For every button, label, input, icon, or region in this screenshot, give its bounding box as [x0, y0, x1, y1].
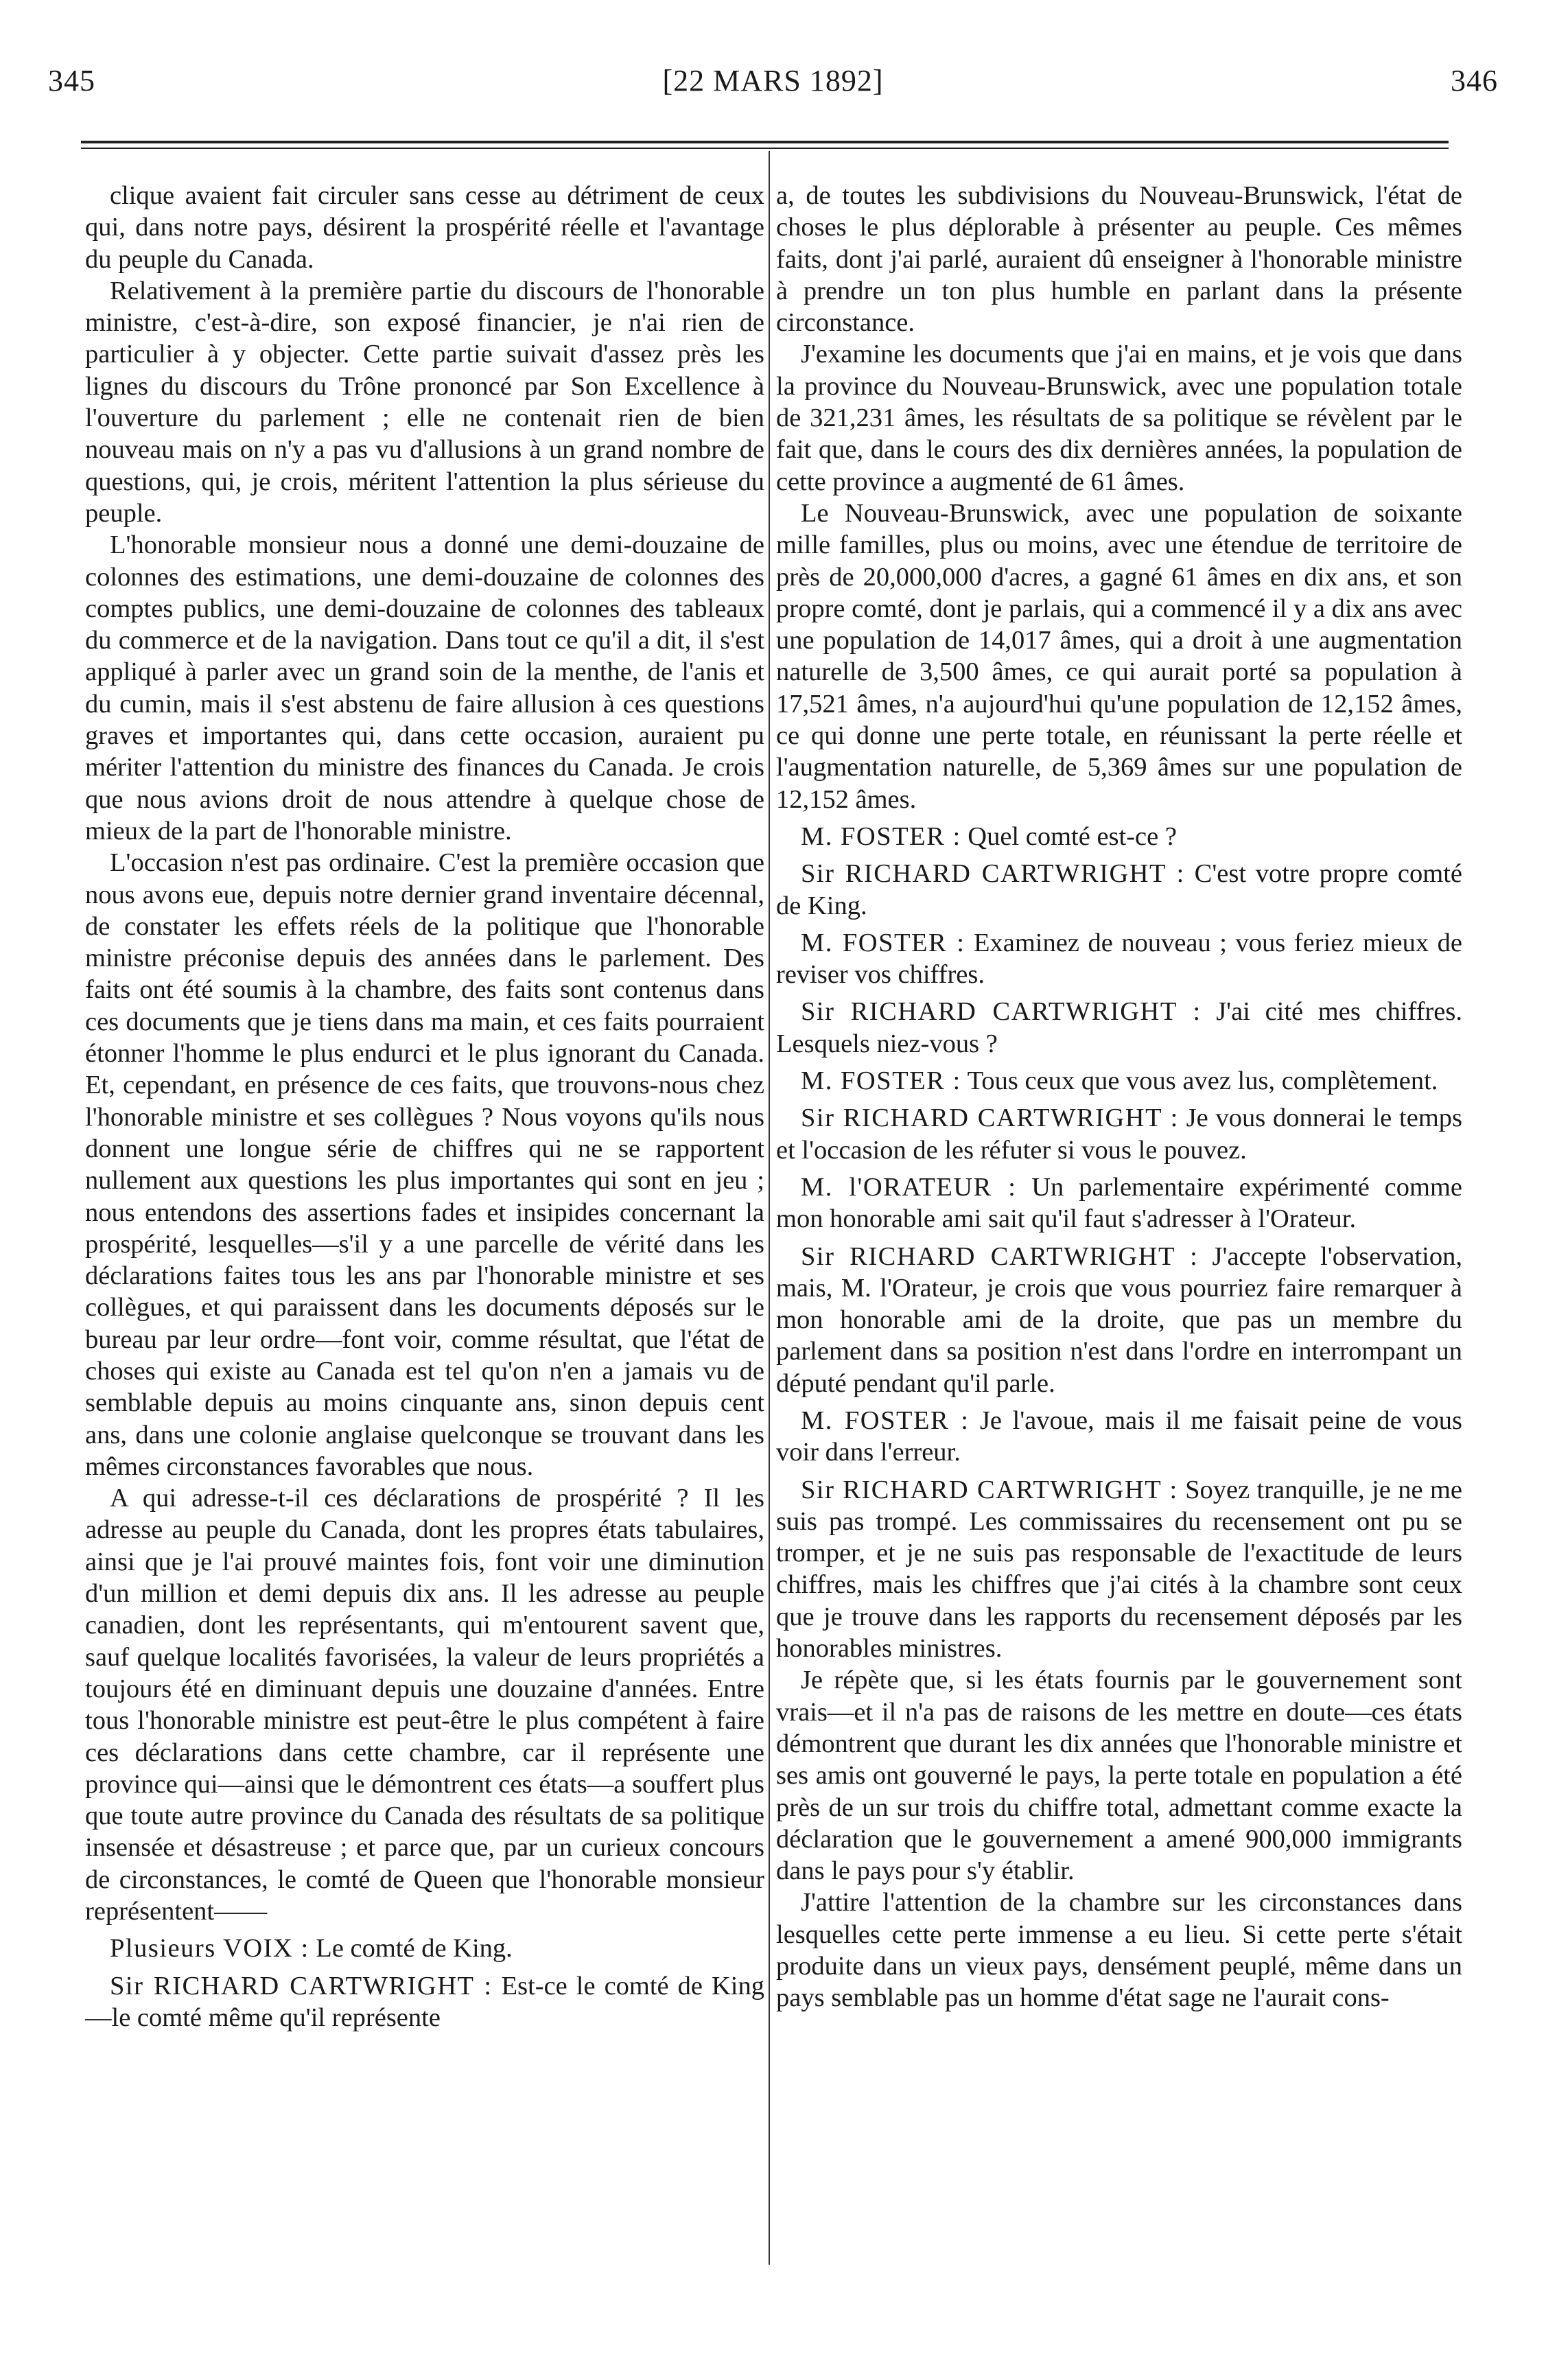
paragraph-text: Quel comté est-ce ? — [961, 821, 1177, 851]
paragraph — [776, 1102, 1462, 1166]
paragraph-text: Je répète que, si les états fournis par le gouvernement sont vrais—et il n'a pas de raisons de les mettre en doute—ces états démontrent que durant les dix années que l'honorable ministre et ses amis ont gouverné le pays, la perte totale en population a été près de un sur trois du chiffre total, admettant comme exacte la déclaration que le gouvernement a amené 900,000 immigrants dans le pays pour s'y établir. — [776, 1666, 1462, 1886]
paragraph-text: J'ai cité mes chiffres. Lesquels niez-vous ? — [776, 997, 1462, 1058]
paragraph — [776, 996, 1462, 1060]
paragraph — [85, 1482, 764, 1927]
speaker-name: Sir RICHARD CARTWRIGHT : — [110, 1971, 493, 2000]
paragraph — [776, 1887, 1462, 2014]
paragraph-text: C'est votre propre comté de King. — [776, 859, 1462, 920]
paragraph-text: J'examine les documents que j'ai en mains, et je vois que dans la province du Nouveau-Brunswick, avec une population totale de 321,231 âmes, les résultats de sa politique se révèlent par le fait que, dans le cours des dix dernières années, la population de cette province a augmenté de 61 âmes. — [776, 340, 1462, 496]
speaker-name: M. FOSTER : — [801, 821, 961, 851]
paragraph-text: Tous ceux que vous avez lus, complètement. — [961, 1066, 1438, 1096]
paragraph — [85, 180, 764, 275]
paragraph-text: Est-ce le comté de King—le comté même qu'il représente — [85, 1971, 764, 2032]
page-number-left: 345 — [48, 64, 95, 97]
paragraph-text: Soyez tranquille, je ne me suis pas trompé. Les commissaires du recensement ont pu se tromper, et je ne suis pas responsable de l'exactitude de leurs chiffres, mais les chiffres que j'ai cités à la chambre sont ceux que je trouve dans les rapports du recensement déposés par les honorables ministres. — [776, 1475, 1463, 1664]
paragraph — [85, 275, 764, 529]
paragraph-text: Relativement à la première partie du discours de l'honorable ministre, c'est-à-dire, son exposé financier, je n'ai rien de particulier à y objecter. Cette partie suivait d'assez près les lignes du discours du Trône prononcé par Son Excellence à l'ouverture du parlement ; elle ne contenait rien de bien nouveau mais on n'y a pas vu d'allusions à un grand nombre de questions, qui, je crois, méritent l'attention la plus sérieuse du peuple. — [85, 276, 764, 528]
paragraph — [776, 1474, 1462, 1665]
paragraph — [85, 1933, 764, 1964]
paragraph-text: Le Nouveau-Brunswick, avec une population de soixante mille familles, plus ou moins, avec une étendue de territoire de près de 20,000,000 d'acres, a gagné 61 âmes en dix ans, et son propre comté, dont je parlais, qui a commencé il y a dix ans avec une population de 14,017 âmes, qui a droit à une augmentation naturelle de 3,500 âmes, ce qui aurait porté sa population à 17,521 âmes, n'a aujourd'hui qu'une population de 12,152 âmes, ce qui donne une perte totale, en réunissant la perte réelle et l'augmentation naturelle, de 5,369 âmes sur une population de 12,152 âmes. — [776, 498, 1462, 814]
speaker-name: Sir RICHARD CARTWRIGHT : — [801, 859, 1185, 889]
paragraph — [776, 180, 1462, 338]
column-divider — [769, 151, 770, 2265]
paragraph-text: a, de toutes les subdivisions du Nouveau-Brunswick, l'état de choses le plus déplorable à présenter au peuple. Ces mêmes faits, dont j'ai parlé, auraient dû enseigner à l'honorable ministre à prendre un ton plus humble en parlant dans la présente circonstance. — [776, 181, 1462, 338]
paragraph — [776, 1171, 1462, 1235]
speaker-name: Plusieurs VOIX : — [110, 1934, 309, 1963]
speaker-name: Sir RICHARD CARTWRIGHT : — [801, 1475, 1178, 1504]
paragraph-text: clique avaient fait circuler sans cesse au détriment de ceux qui, dans notre pays, désirent la prospérité réelle et l'avantage du peuple du Canada. — [85, 181, 764, 274]
paragraph — [776, 1065, 1462, 1097]
speaker-name: M. FOSTER : — [801, 1405, 970, 1435]
paragraph-text: J'accepte l'observation, mais, M. l'Orateur, je crois que vous pourriez faire remarquer à mon honorable ami de la droite, que pas un membre du parlement dans sa position n'est dans l'ordre en interrompant un député pendant qu'il parle. — [776, 1241, 1462, 1398]
paragraph — [85, 529, 764, 847]
paragraph-text: Le comté de King. — [309, 1934, 513, 1963]
paragraph — [776, 1664, 1462, 1887]
speaker-name: Sir RICHARD CARTWRIGHT : — [801, 1104, 1179, 1133]
header-rule-thin — [81, 148, 1449, 149]
paragraph — [85, 847, 764, 1482]
speaker-name: M. l'ORATEUR : — [801, 1172, 1017, 1202]
header-date: [22 MARS 1892] — [662, 64, 884, 97]
paragraph-text: Un parlementaire expérimenté comme mon honorable ami sait qu'il faut s'adresser à l'Orateur. — [776, 1172, 1462, 1234]
speaker-name: M. FOSTER : — [801, 928, 965, 957]
paragraph-text: Je l'avoue, mais il me faisait peine de vous voir dans l'erreur. — [776, 1405, 1462, 1467]
page-number-right: 346 — [1451, 64, 1498, 97]
speaker-name: Sir RICHARD CARTWRIGHT : — [801, 997, 1202, 1027]
paragraph — [776, 1405, 1462, 1469]
header-rule-thick — [81, 141, 1449, 143]
speaker-name: M. FOSTER : — [801, 1066, 961, 1096]
paragraph-text: L'occasion n'est pas ordinaire. C'est la première occasion que nous avons eue, depuis notre dernier grand inventaire décennal, de constater les effets réels de la politique que l'honorable ministre préconise depuis des années dans le parlement. Des faits ont été soumis à la chambre, des faits sont contenus dans ces documents que je tiens dans ma main, et ces faits pourraient étonner l'homme le plus endurci et le plus ignorant du Canada. Et, cependant, en présence de ces faits, que trouvons-nous chez l'honorable ministre et ses collègues ? Nous voyons qu'ils nous donnent une longue série de chiffres qui ne se rapportent nullement aux questions les plus importantes qui sont en jeu ; nous entendons des assertions fades et insipides concernant la prospérité, lesquelles—s'il y a une parcelle de vérité dans les déclarations faites tous les ans par l'honorable ministre et ses collègues, et qui paraissent dans les documents déposés sur le bureau par leur ordre—font voir, comme résultat, que l'état de choses qui existe au Canada est tel qu'on n'en a jamais vu de semblable depuis au moins cinquante ans, sinon depuis cent ans, dans une colonie anglaise quelconque se trouvant dans les mêmes circonstances favorables que nous. — [85, 848, 764, 1481]
left-column — [85, 180, 764, 2298]
paragraph-text: Examinez de nouveau ; vous feriez mieux de reviser vos chiffres. — [776, 928, 1462, 990]
page-header — [48, 63, 1498, 104]
paragraph — [776, 821, 1462, 852]
paragraph — [85, 1970, 764, 2034]
paragraph-text: Je vous donnerai le temps et l'occasion de les réfuter si vous le pouvez. — [776, 1104, 1463, 1165]
paragraph — [776, 498, 1462, 815]
paragraph — [776, 858, 1462, 922]
right-column — [776, 180, 1462, 2298]
paragraph — [776, 1241, 1462, 1399]
paragraph — [776, 927, 1462, 991]
paragraph-text: J'attire l'attention de la chambre sur les circonstances dans lesquelles cette perte immense a eu lieu. Si cette perte s'était produite dans un vieux pays, densément peuplé, même dans un pays semblable pas un homme d'état sage ne l'aurait cons- — [776, 1888, 1462, 2013]
speaker-name: Sir RICHARD CARTWRIGHT : — [801, 1241, 1199, 1271]
paragraph-text: L'honorable monsieur nous a donné une demi-douzaine de colonnes des estimations, une demi-douzaine de colonnes des comptes publics, une demi-douzaine de colonnes des tableaux du commerce et de la navigation. Dans tout ce qu'il a dit, il s'est appliqué à parler avec un grand soin de la menthe, de l'anis et du cumin, mais il s'est abstenu de faire allusion à ces questions graves et importantes qui, dans cette occasion, auraient pu mériter l'attention du ministre des finances du Canada. Je crois que nous avions droit de nous attendre à quelque chose de mieux de la part de l'honorable ministre. — [85, 530, 764, 845]
paragraph — [776, 338, 1462, 497]
paragraph-text: A qui adresse-t-il ces déclarations de prospérité ? Il les adresse au peuple du Canada, dont les propres états tabulaires, ainsi que je l'ai prouvé maintes fois, font voir une diminution d'un million et demi depuis dix ans. Il les adresse au peuple canadien, dont les représentants, qui m'entourent savent que, sauf quelque localités favorisées, la valeur de leurs propriétés a toujours été en diminuant depuis une douzaine d'années. Entre tous l'honorable ministre est peut-être le plus compétent à faire ces déclarations dans cette chambre, car il représente une province qui—ainsi que le démontrent ces états—a souffert plus que toute autre province du Canada des résultats de sa politique insensée et désastreuse ; et parce que, par un curieux concours de circonstances, le comté de Queen que l'honorable monsieur représentent—— — [85, 1484, 764, 1926]
